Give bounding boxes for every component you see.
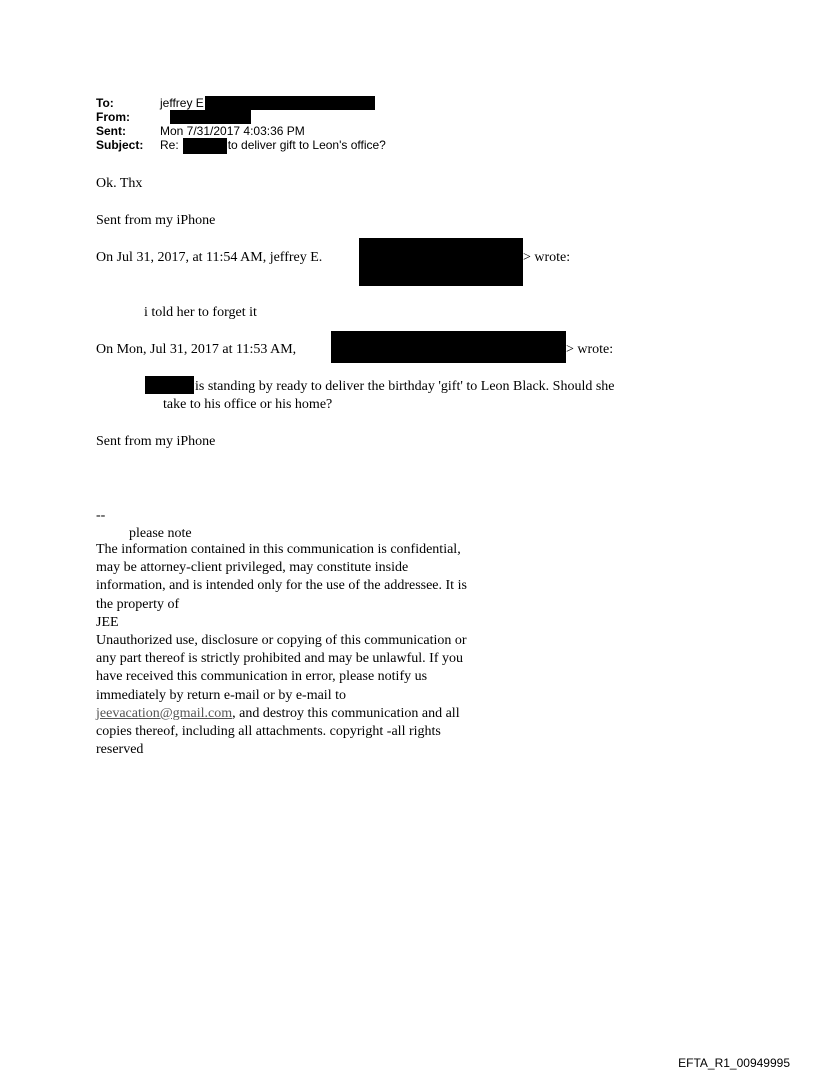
redaction bbox=[205, 96, 375, 110]
sent-value: Mon 7/31/2017 4:03:36 PM bbox=[160, 124, 305, 138]
redaction bbox=[145, 376, 194, 394]
quote-intro: On Jul 31, 2017, at 11:54 AM, jeffrey E. bbox=[96, 250, 323, 265]
subject-value: Re: to deliver gift to Leon's office? bbox=[160, 138, 386, 152]
sent-label: Sent: bbox=[96, 124, 126, 138]
from-label: From: bbox=[96, 110, 130, 124]
redaction bbox=[183, 138, 227, 154]
redaction bbox=[359, 238, 523, 286]
signature-separator: -- bbox=[96, 508, 106, 523]
quote-wrote: > wrote: bbox=[566, 342, 614, 357]
to-value: jeffrey E bbox=[160, 96, 375, 110]
reply-text: Ok. Thx bbox=[96, 176, 143, 191]
signature-text: Sent from my iPhone bbox=[96, 213, 216, 228]
redaction bbox=[331, 331, 566, 363]
redaction bbox=[170, 110, 251, 124]
disclaimer: The information contained in this communication is confidential, may be attorney-client privileged, may constitute inside information, and is intended only for the use of the addressee. It is the property of JEE Unauthorized use, disclosure or copying of this communication or any part thereof is strictly prohibited and may be unlawful. If you have received this communication in error, please notify us immediately by return e-mail or by e-mail to jeevacation@gmail.com, and destroy this communication and all copies thereof, including all attachments. copyright -all rights reserved bbox=[96, 542, 467, 758]
quoted-message: is standing by ready to deliver the birthday 'gift' to Leon Black. Should she bbox=[195, 379, 615, 394]
bates-number: EFTA_R1_00949995 bbox=[678, 1056, 790, 1070]
quote-intro: On Mon, Jul 31, 2017 at 11:53 AM, bbox=[96, 342, 297, 357]
quoted-message: take to his office or his home? bbox=[163, 397, 333, 412]
subject-label: Subject: bbox=[96, 138, 144, 152]
email-link[interactable]: jeevacation@gmail.com bbox=[96, 705, 233, 721]
quoted-message: i told her to forget it bbox=[144, 305, 257, 320]
to-label: To: bbox=[96, 96, 114, 110]
owner: JEE bbox=[96, 614, 119, 630]
signature-text: Sent from my iPhone bbox=[96, 434, 216, 449]
please-note: please note bbox=[129, 526, 192, 541]
from-value bbox=[160, 110, 251, 124]
quote-wrote: > wrote: bbox=[523, 250, 571, 265]
